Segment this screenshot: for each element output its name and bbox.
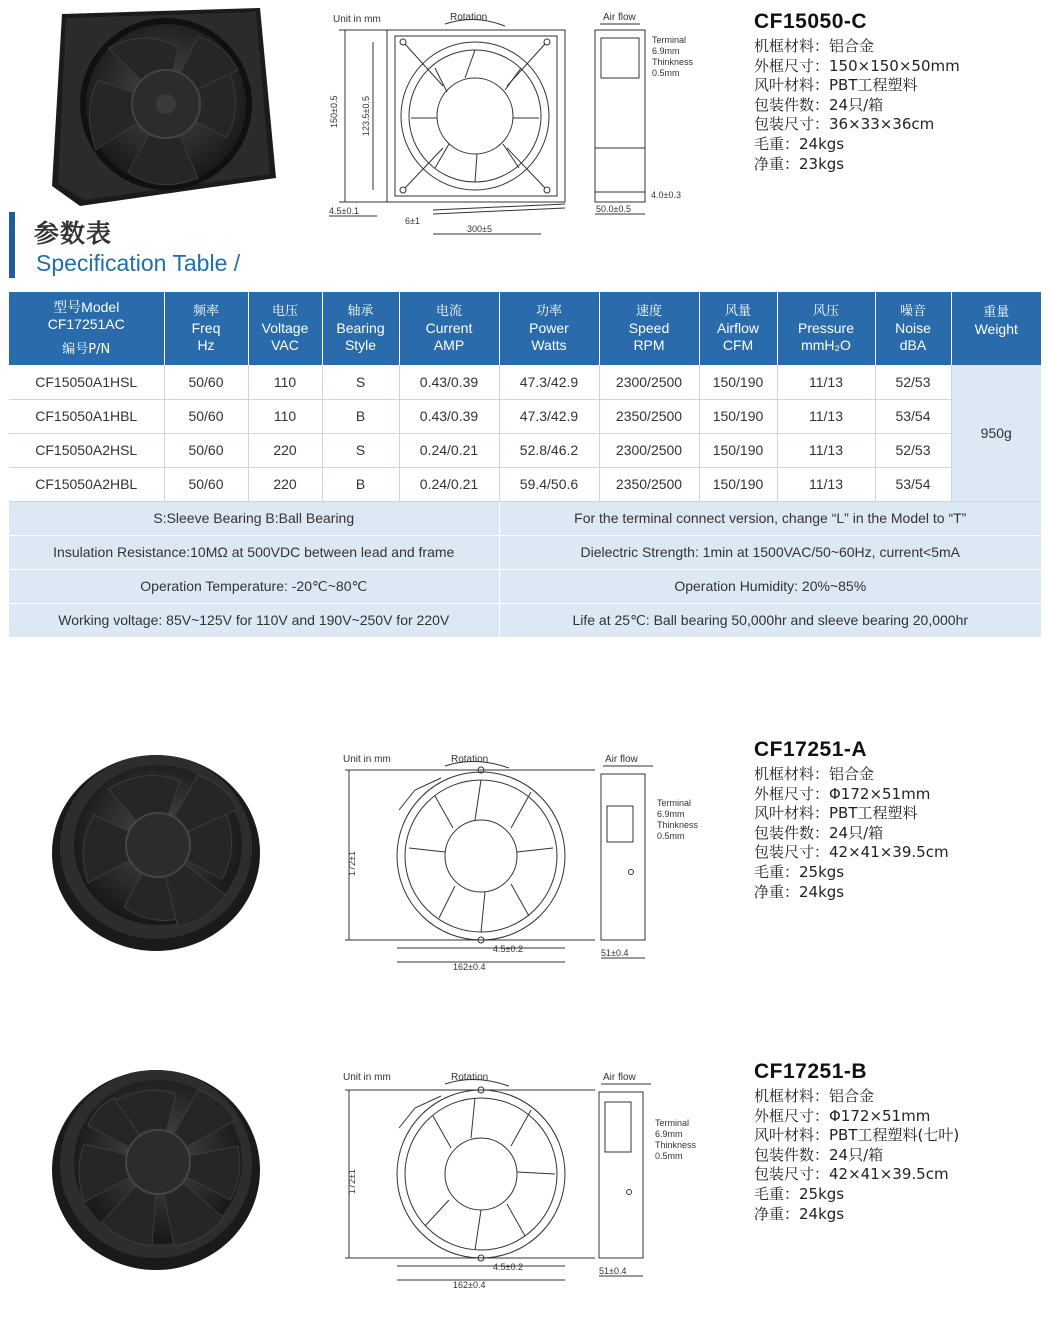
- unit-label: Unit in mm: [343, 1072, 391, 1083]
- dim-hole-pitch: 162±0.4: [453, 1280, 486, 1290]
- header-noise: 噪音 Noise dBA: [875, 292, 951, 365]
- cell-voltage: 110: [248, 365, 322, 399]
- model-title: CF17251-A: [754, 738, 868, 761]
- cell-bearing: B: [322, 467, 399, 501]
- note-insulation: Insulation Resistance:10MΩ at 500VDC between lead and frame: [9, 535, 499, 569]
- round-fan-image: [48, 745, 263, 955]
- spec-pack-size: 包装尺寸：42×41×39.5cm: [754, 1165, 949, 1184]
- cell-current: 0.43/0.39: [399, 365, 499, 399]
- note-bearing-legend: S:Sleeve Bearing B:Ball Bearing: [9, 501, 499, 535]
- spec-gross-weight: 毛重：25kgs: [754, 1184, 845, 1203]
- dim-flange: 4.0±0.3: [651, 190, 681, 200]
- dim-wire-strip: 6±1: [405, 216, 420, 226]
- terminal-label: Terminal: [655, 1118, 690, 1128]
- dim-depth: 51±0.4: [601, 948, 629, 958]
- terminal-label: Terminal: [657, 798, 692, 808]
- round-fan-image: [48, 1062, 263, 1274]
- spec-net-weight: 净重：24kgs: [754, 1204, 845, 1223]
- cell-freq: 50/60: [164, 467, 248, 501]
- rotation-label: Rotation: [451, 754, 489, 765]
- product-info-cf15050c: [754, 10, 960, 174]
- dim-diameter: 172±1: [347, 1169, 357, 1194]
- header-speed: 速度 Speed RPM: [599, 292, 699, 365]
- spec-pack-size: 包装尺寸：42×41×39.5cm: [754, 843, 949, 862]
- spec-frame-material: 机框材料：铝合金: [754, 765, 875, 783]
- dim-hole: 4.5±0.2: [493, 1262, 523, 1272]
- terminal-thickness: 0.5mm: [655, 1151, 683, 1161]
- dim-height: 150±0.5: [329, 95, 339, 128]
- section-title-cn: 参数表: [34, 219, 113, 248]
- cell-airflow: 150/190: [699, 365, 777, 399]
- spec-outer-size: 外框尺寸：Φ172×51mm: [754, 784, 931, 803]
- rotation-label: Rotation: [450, 12, 488, 23]
- dim-hole: 4.5±0.2: [493, 944, 523, 954]
- table-header-row: [9, 292, 1041, 365]
- spec-gross-weight: 毛重：24kgs: [754, 134, 845, 153]
- model-title: CF15050-C: [754, 10, 868, 33]
- unit-label: Unit in mm: [333, 14, 381, 25]
- note-temperature: Operation Temperature: -20℃~80℃: [9, 569, 499, 603]
- cell-current: 0.24/0.21: [399, 467, 499, 501]
- section-accent-bar: [9, 212, 15, 278]
- cell-speed: 2350/2500: [599, 399, 699, 433]
- header-voltage: 电压 Voltage VAC: [248, 292, 322, 365]
- spec-frame-material: 机框材料：铝合金: [754, 37, 875, 55]
- square-fan-image: [48, 8, 278, 208]
- table-row: [9, 433, 1041, 467]
- product-info-cf17251b: [754, 1060, 959, 1224]
- cell-bearing: S: [322, 365, 399, 399]
- cell-voltage: 220: [248, 467, 322, 501]
- spec-blade-material: 风叶材料：PBT工程塑料: [754, 804, 918, 823]
- cell-model: CF15050A2HBL: [9, 467, 164, 501]
- cell-pressure: 11/13: [777, 399, 875, 433]
- technical-drawing-cf17251b: [335, 1066, 715, 1292]
- section-title-en: Specification Table /: [36, 250, 241, 276]
- cell-voltage: 110: [248, 399, 322, 433]
- spec-gross-weight: 毛重：25kgs: [754, 862, 845, 881]
- airflow-label: Air flow: [605, 754, 638, 765]
- header-pressure: 风压 Pressure mmH₂O: [777, 292, 875, 365]
- cell-current: 0.43/0.39: [399, 399, 499, 433]
- cell-model: CF15050A2HSL: [9, 433, 164, 467]
- table-note-row: [9, 501, 1041, 535]
- cell-voltage: 220: [248, 433, 322, 467]
- table-row: [9, 365, 1041, 399]
- cell-pressure: 11/13: [777, 467, 875, 501]
- cell-airflow: 150/190: [699, 399, 777, 433]
- spec-outer-size: 外框尺寸：Φ172×51mm: [754, 1106, 931, 1125]
- cell-model: CF15050A1HBL: [9, 399, 164, 433]
- note-life: Life at 25℃: Ball bearing 50,000hr and sleeve bearing 20,000hr: [499, 603, 1041, 637]
- rotation-label: Rotation: [451, 1072, 489, 1083]
- header-bearing: 轴承 Bearing Style: [322, 292, 399, 365]
- header-airflow: 风量 Airflow CFM: [699, 292, 777, 365]
- cell-model: CF15050A1HSL: [9, 365, 164, 399]
- terminal-thickness-label: Thinkness: [652, 57, 694, 67]
- cell-freq: 50/60: [164, 433, 248, 467]
- note-working-voltage: Working voltage: 85V~125V for 110V and 190V~250V for 220V: [9, 603, 499, 637]
- spec-blade-material: 风叶材料：PBT工程塑料(七叶): [754, 1126, 960, 1145]
- table-row: [9, 399, 1041, 433]
- product-info-cf17251a: [754, 738, 949, 902]
- dim-depth: 50.0±0.5: [596, 204, 631, 214]
- cell-noise: 53/54: [875, 467, 951, 501]
- cell-noise: 53/54: [875, 399, 951, 433]
- dim-lead-length: 300±5: [467, 224, 492, 234]
- note-dielectric: Dielectric Strength: 1min at 1500VAC/50~60Hz, current<5mA: [499, 535, 1041, 569]
- dim-diameter: 172±1: [347, 851, 357, 876]
- cell-airflow: 150/190: [699, 467, 777, 501]
- spec-net-weight: 净重：23kgs: [754, 154, 845, 173]
- cell-pressure: 11/13: [777, 365, 875, 399]
- cell-pressure: 11/13: [777, 433, 875, 467]
- cell-weight: 950g: [951, 365, 1041, 501]
- terminal-thickness: 0.5mm: [652, 68, 680, 78]
- note-terminal-version: For the terminal connect version, change “L” in the Model to “T”: [499, 501, 1041, 535]
- specification-table: [9, 292, 1041, 638]
- dim-hole-pitch: 123.5±0.5: [361, 96, 371, 136]
- spec-outer-size: 外框尺寸：150×150×50mm: [754, 56, 960, 75]
- cell-freq: 50/60: [164, 399, 248, 433]
- fan-photo-cf17251b: [48, 1062, 263, 1274]
- cell-power: 47.3/42.9: [499, 365, 599, 399]
- fan-photo-cf15050c: [48, 8, 278, 208]
- header-freq: 频率 Freq Hz: [164, 292, 248, 365]
- terminal-thickness-label: Thinkness: [655, 1140, 697, 1150]
- terminal-label: Terminal: [652, 35, 687, 45]
- cell-noise: 52/53: [875, 365, 951, 399]
- table-note-row: [9, 535, 1041, 569]
- cell-power: 47.3/42.9: [499, 399, 599, 433]
- header-power: 功率 Power Watts: [499, 292, 599, 365]
- terminal-width: 6.9mm: [657, 809, 685, 819]
- terminal-thickness: 0.5mm: [657, 831, 685, 841]
- terminal-width: 6.9mm: [655, 1129, 683, 1139]
- spec-pack-qty: 包装件数：24只/箱: [754, 95, 884, 114]
- cell-airflow: 150/190: [699, 433, 777, 467]
- dim-hole-pitch: 162±0.4: [453, 962, 486, 972]
- header-current: 电流 Current AMP: [399, 292, 499, 365]
- technical-drawing-cf15050c: [325, 8, 705, 240]
- cell-bearing: S: [322, 433, 399, 467]
- cell-power: 59.4/50.6: [499, 467, 599, 501]
- spec-pack-qty: 包装件数：24只/箱: [754, 1145, 884, 1164]
- spec-pack-size: 包装尺寸：36×33×36cm: [754, 115, 935, 134]
- model-title: CF17251-B: [754, 1060, 868, 1083]
- cell-power: 52.8/46.2: [499, 433, 599, 467]
- spec-blade-material: 风叶材料：PBT工程塑料: [754, 76, 918, 95]
- unit-label: Unit in mm: [343, 754, 391, 765]
- table-note-row: [9, 569, 1041, 603]
- header-weight: 重量 Weight: [951, 292, 1041, 365]
- table-note-row: [9, 603, 1041, 637]
- terminal-width: 6.9mm: [652, 46, 680, 56]
- technical-drawing-cf17251a: [335, 748, 715, 976]
- spec-net-weight: 净重：24kgs: [754, 882, 845, 901]
- fan-photo-cf17251a: [48, 745, 263, 955]
- cell-speed: 2350/2500: [599, 467, 699, 501]
- header-model: 型号Model CF17251AC 编号P/N: [9, 292, 164, 365]
- spec-frame-material: 机框材料：铝合金: [754, 1087, 875, 1105]
- cell-speed: 2300/2500: [599, 365, 699, 399]
- cell-bearing: B: [322, 399, 399, 433]
- cell-current: 0.24/0.21: [399, 433, 499, 467]
- spec-pack-qty: 包装件数：24只/箱: [754, 823, 884, 842]
- dim-depth: 51±0.4: [599, 1266, 627, 1276]
- cell-speed: 2300/2500: [599, 433, 699, 467]
- cell-noise: 52/53: [875, 433, 951, 467]
- note-humidity: Operation Humidity: 20%~85%: [499, 569, 1041, 603]
- cell-freq: 50/60: [164, 365, 248, 399]
- airflow-label: Air flow: [603, 1072, 636, 1083]
- terminal-thickness-label: Thinkness: [657, 820, 699, 830]
- dim-hole: 4.5±0.1: [329, 206, 359, 216]
- table-row: [9, 467, 1041, 501]
- airflow-label: Air flow: [603, 12, 636, 23]
